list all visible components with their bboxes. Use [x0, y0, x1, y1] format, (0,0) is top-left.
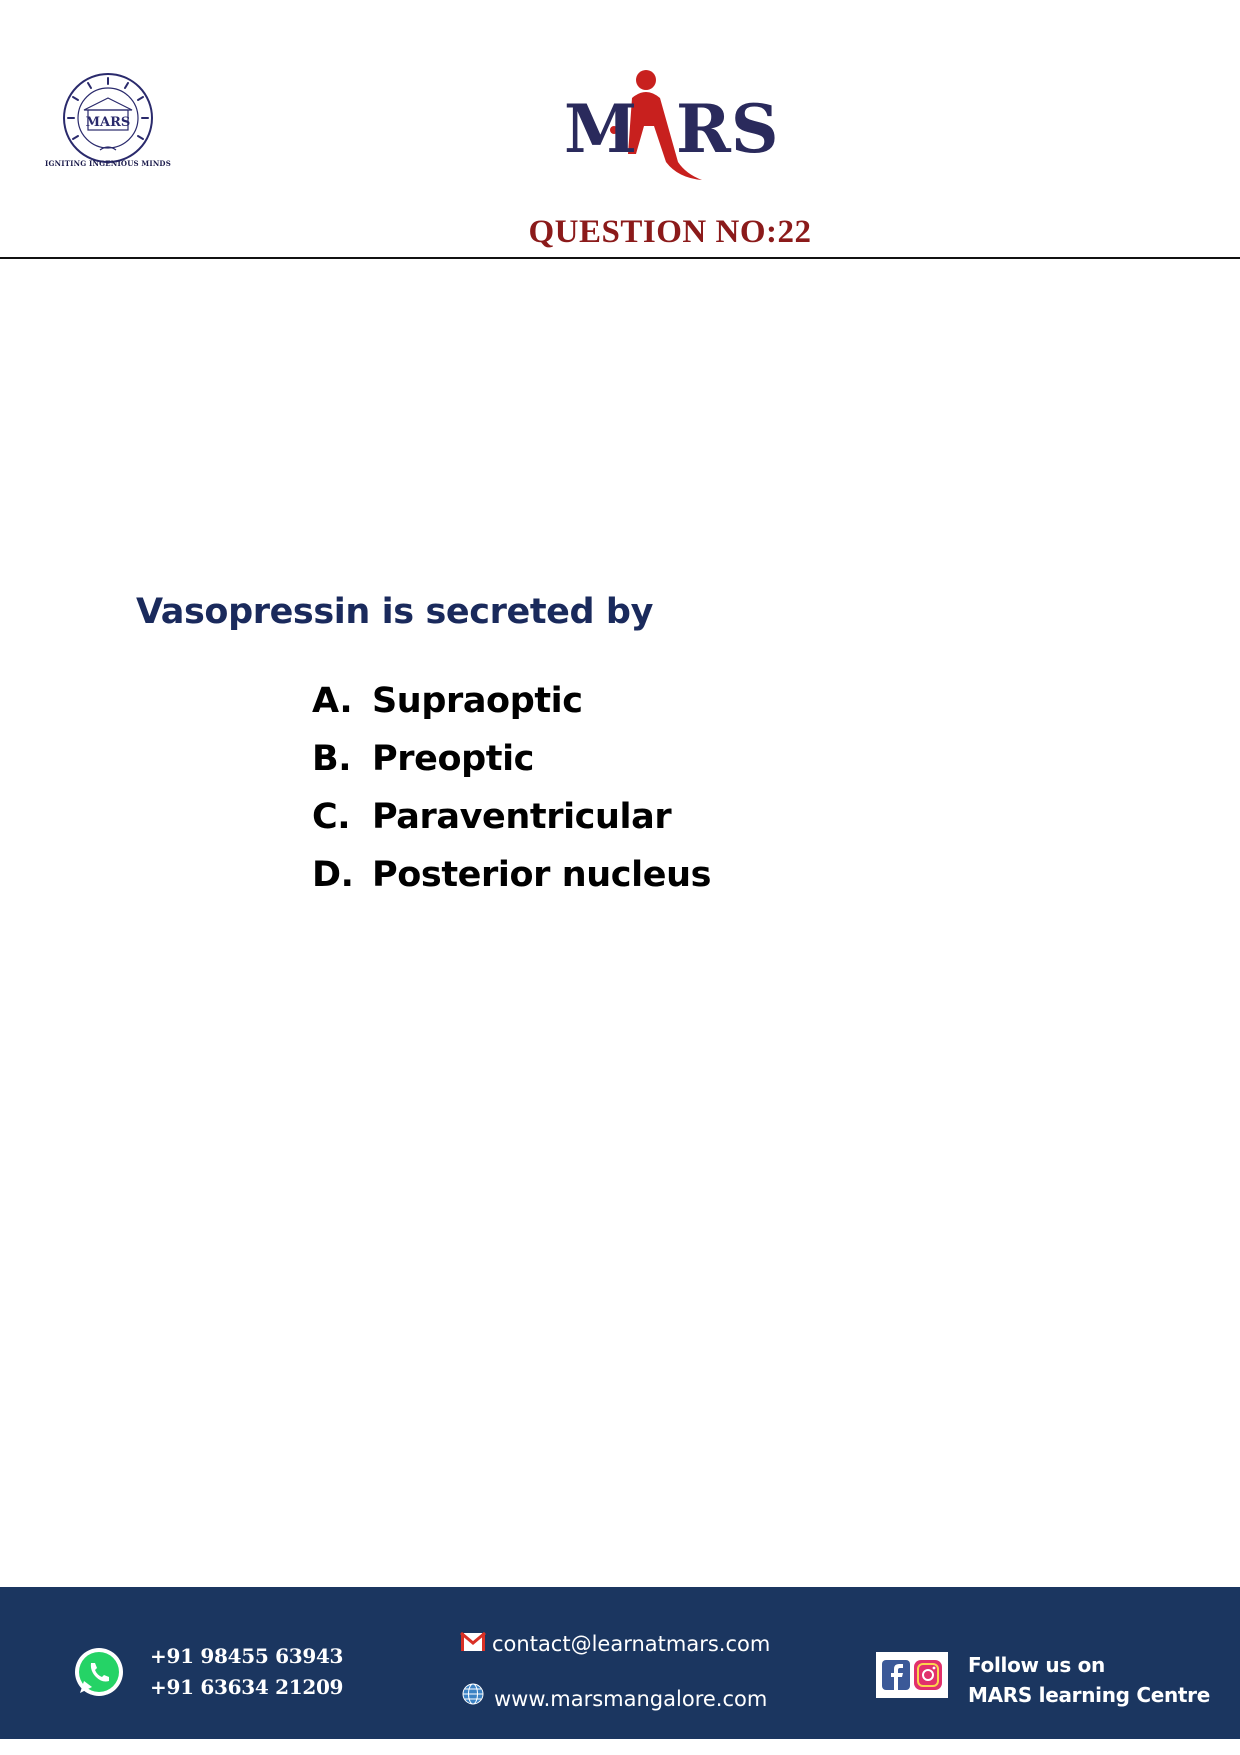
option-letter: D.	[312, 855, 354, 895]
option-a	[312, 672, 711, 730]
instagram-icon	[914, 1660, 942, 1690]
phone-number[interactable]: +91 63634 21209	[150, 1675, 344, 1699]
email-link[interactable]: contact@learnatmars.com	[492, 1632, 771, 1656]
answer-options	[312, 672, 711, 904]
social-icons	[876, 1652, 948, 1698]
option-letter: B.	[312, 739, 352, 779]
option-d	[312, 846, 711, 904]
question-number: QUESTION NO:22	[528, 214, 812, 250]
mail-icon	[460, 1632, 486, 1652]
option-letter: C.	[312, 797, 351, 837]
globe-icon	[462, 1683, 484, 1705]
svg-text:M: M	[564, 90, 640, 168]
mars-brand-logo	[560, 66, 820, 186]
page-bottom-margin	[0, 1739, 1240, 1755]
option-b	[312, 730, 711, 788]
whatsapp-icon	[72, 1645, 126, 1699]
seal-center-text: MARS	[85, 115, 131, 130]
option-text: Posterior nucleus	[372, 855, 712, 895]
phone-number[interactable]: +91 98455 63943	[150, 1644, 344, 1668]
option-text: Supraoptic	[372, 681, 583, 721]
svg-text:RS: RS	[676, 90, 779, 168]
academy-seal-logo	[52, 64, 164, 172]
header-divider	[0, 257, 1240, 259]
option-c	[312, 788, 711, 846]
question-text: Vasopressin is secreted by	[136, 592, 653, 632]
option-text: Paraventricular	[372, 797, 672, 837]
option-text: Preoptic	[372, 739, 535, 779]
website-link[interactable]: www.marsmangalore.com	[494, 1687, 768, 1711]
phone-numbers	[150, 1641, 343, 1703]
option-letter: A.	[312, 681, 353, 721]
facebook-icon	[882, 1660, 910, 1690]
follow-us	[968, 1650, 1210, 1710]
seal-tagline: IGNITING INGENIOUS MINDS	[45, 159, 171, 168]
follow-page-name[interactable]: MARS learning Centre	[968, 1683, 1211, 1707]
follow-line: Follow us on	[968, 1653, 1105, 1677]
